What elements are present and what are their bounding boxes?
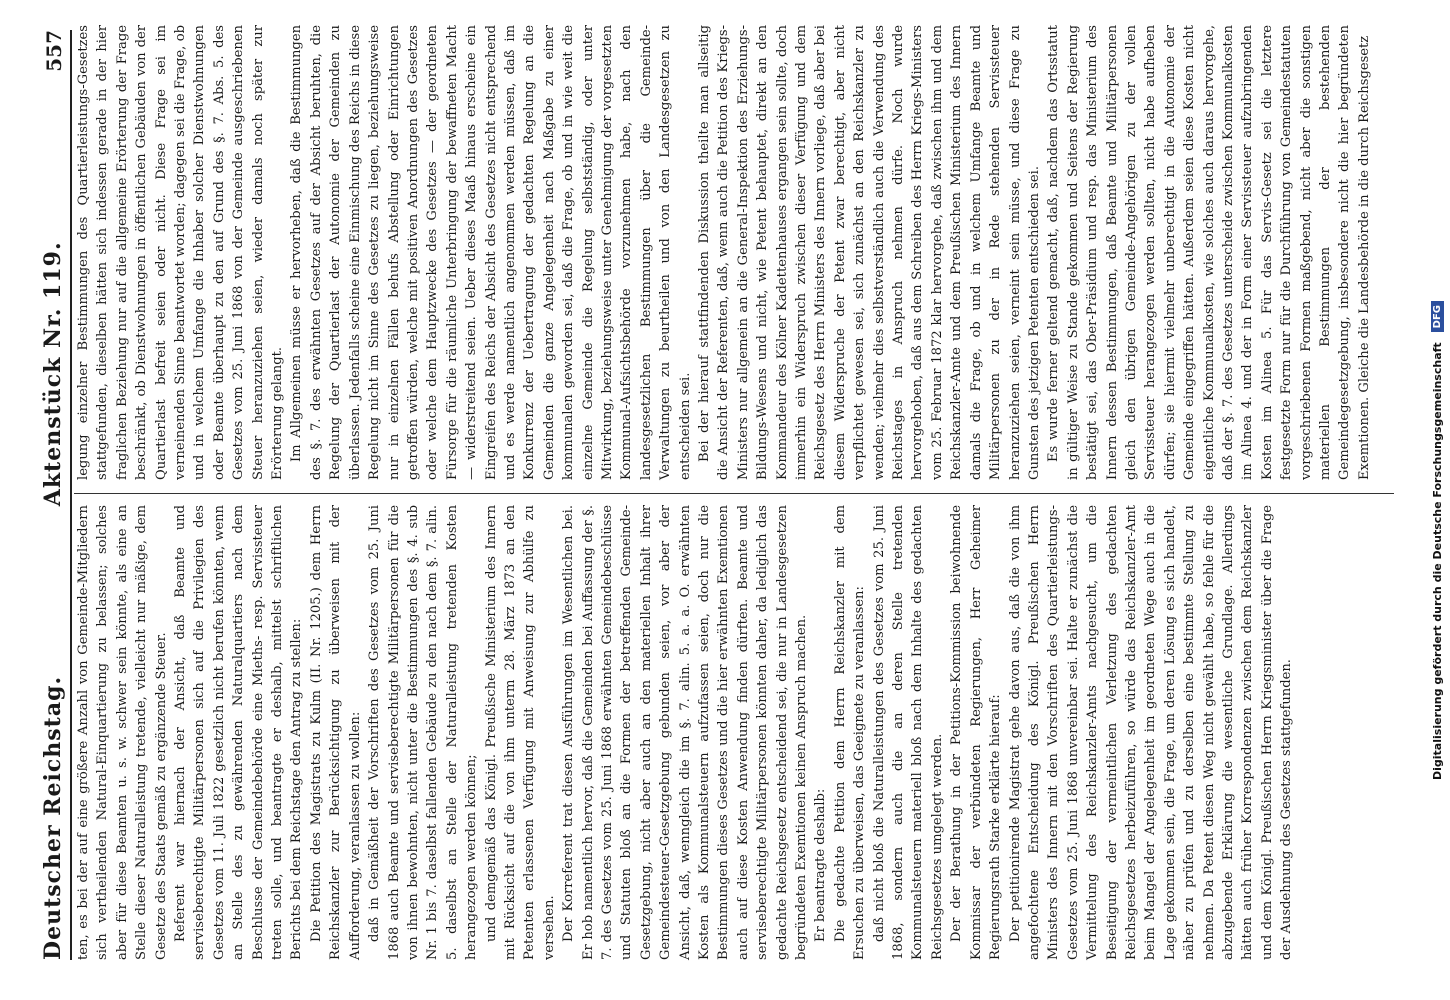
paragraph: Der der Berathung in der Petitions-Kommission beiwohnende Kommissar der verbündeten Regierungen, Herr Geheimer Regierungsrath Starke erklärte hierauf: <box>949 505 1004 960</box>
paragraph: Im Allgemeinen müsse er hervorheben, daß die Bestimmungen des §. 7. des erwähnten Gesetzes auf der Absicht beruhten, die Regelung der Quartierlast der Autonomie der Gemeinden zu überlassen. Jedenfalls scheine eine Einmischung des Reichs in diese Regelung nicht im Sinne des Gesetzes zu liegen, beziehungsweise nur in einzelnen Fällen behufs Abstellung oder Einrichtungen getroffen würden, welche mit positiven Anordnungen des Gesetzes oder welche dem Hauptzwecke des Gesetzes — der geordneten Fürsorge für die räumliche Unterbringung der bewaffneten Macht — widerstreitend seien. Ueber dieses Maaß hinaus erscheine ein Eingreifen des Reichs der Absicht des Gesetzes nicht entsprechend und es werde namentlich angenommen werden müssen, daß im Konkurrenz der Uebertragung der gedachten Regelung an die Gemeinden die ganze Angelegenheit nach Maßgabe zu einer kommunalen geworden sei, daß die Frage, ob und in wie weit die einzelne Gemeinde die Regelung selbstständig, oder unter Mitwirkung, beziehungsweise unter Genehmigung der vorgesetzten Kommunal-Aufsichtsbehörde vorzunehmen habe, nach den landesgesetzlichen Bestimmungen über die Gemeinde-Verwaltungen zu beurtheilen und von den Landesgesetzen zu entscheiden sei. <box>289 25 693 480</box>
page-number: 557 <box>42 30 66 72</box>
paragraph: legung einzelner Bestimmungen des Quartierleistungs-Gesetzes stattgefunden, dieselben hätten sich indessen gerade in der hier fraglichen Beziehung nur auf die allgemeine Erörterung der Frage beschränkt, ob Dienstwohnungen in öffentlichen Gebäuden von der Quartierlast befreit seien oder nicht. Diese Frage sei im verneinenden Sinne beantwortet worden; dagegen sei die Frage, ob und in welchem Umfange die Inhaber solcher Dienstwohnungen oder Beamte überhaupt zu den auf Grund des §. 7. Abs. 5. des Gesetzes vom 25. Juni 1868 von der Gemeinde ausgeschriebenen Steuer heranzuziehen seien, wieder damals noch später zur Erörterung gelangt. <box>76 25 286 480</box>
dfg-logo: DFG <box>1431 301 1444 332</box>
header-title: Deutscher Reichstag. <box>40 675 66 960</box>
page-header <box>30 30 72 960</box>
column-divider <box>74 493 1394 494</box>
paragraph: Die Petition des Magistrats zu Kulm (II. Nr. 1205.) dem Herrn Reichskanzler zur Berücksichtigung zu überweisen mit der Aufforderung, veranlassen zu wollen: <box>308 505 363 960</box>
paragraph: Der Korreferent trat diesen Ausführungen im Wesentlichen bei. Er hob namentlich hervor, daß die Gemeinden bei Auffassung der §. 7. des Gesetzes vom 25. Juni 1868 erwähnten Gemeindebeschlüsse und Statuten bloß an die Formen der betreffenden Gemeinde-Gesetzgebung, nicht aber auch an den materiellen Inhalt ihrer Gemeindesteuer-Gesetzgebung gebunden seien, vor aber der Ansicht, daß, wenngleich die im §. 7. alin. 5. a. a. O. erwähnten Kosten als Kommunalsteuern aufzufassen seien, doch nur die Bestimmungen dieses Gesetzes und die hier erwähnten Exemtionen auch auf diese Kosten Anwendung finden dürften. Beamte und serviseberechtigte Militärpersonen könnten daher, da lediglich das gedachte Reichsgesetz entscheidend sei, die nur in Landesgesetzen begründeten Exemtionen keinen Anspruch machen. <box>561 505 810 960</box>
text-column-right <box>74 25 1394 480</box>
header-document-number: Aktenstück Nr. 119. <box>40 241 66 507</box>
paragraph: Die gedachte Petition dem Herrn Reichskanzler mit dem Ersuchen zu überweisen, das Geeignete zu veranlassen: <box>832 505 868 960</box>
digitization-stamp <box>1404 0 1444 1000</box>
paragraph: daß in Gemäßheit der Vorschriften des Gesetzes vom 25. Juni 1868 auch Beamte und serviseberechtigte Militärpersonen für die von ihnen bewohnten, nicht unter die Bestimmungen des §. 4. sub Nr. 1 bis 7. daselbst fallenden Gebäude zu den nach dem §. 7. alin. 5. daselbst an Stelle der Naturalleistung tretenden Kosten herangezogen werden können; <box>367 505 480 960</box>
paragraph: ten, es bei der auf eine größere Anzahl von Gemeinde-Mitgliedern sich vertheilenden Natural-Einquartierung zu belassen; solches aber für diese Beamten u. s. w. schwer sein könnte, als eine an Stelle dieser Naturalleistung tretende, vielleicht nur mäßige, dem Gesetze des Staats gemäß zu ergänzende Steuer. <box>76 505 169 960</box>
paragraph: Der petitionirende Magistrat gehe davon aus, daß die von ihm angefochtene Entscheidung des Königl. Preußischen Herrn Ministers des Innern mit den Vorschriften des Quartierleistungs-Gesetzes vom 25. Juni 1868 unvereinbar sei. Halte er zunächst die Vermittelung des Reichskanzler-Amts nachgesucht, um die Beseitigung der vermeintlichen Verletzung des gedachten Reichsgesetzes herbeizuführen, so würde das Reichskanzler-Amt beim Mangel der Angelegenheit im geordneten Wege auch in die Lage gekommen sein, die Frage, um deren Lösung es sich handelt, näher zu prüfen und zu derselben eine bestimmte Stellung zu nehmen. Da Petent diesen Weg nicht gewählt habe, so fehle für die abzugebende Erklärung die wesentliche Grundlage. Allerdings hätten auch früher Korrespondenzen zwischen dem Reichskanzler und dem Königl. Preußischen Herrn Kriegsminister über die Frage der Ausdehnung des Gesetzes stattgefunden. <box>1007 505 1295 960</box>
paragraph: Bei der hierauf stattfindenden Diskussion theilte man allseitig die Ansicht der Referenten, daß, wenn auch die Petition des Kriegs-Ministers nur allgemein an die General-Inspektion des Erziehungs-Bildungs-Wesens und nicht, wie Petent behauptet, direkt an den Kommandeur des Kölner Kadettenhauses ergangen sein sollte, doch immerhin ein Widerspruch zwischen dieser Verfügung und dem Reichsgesetz des Herrn Ministers des Innern vorliege, daß aber bei diesem Widerspruche der Petent zwar berechtigt, aber nicht verpflichtet gewesen sei, sich zunächst an den Reichskanzler zu wenden; vielmehr dies selbstverständlich auch die Verwendung des Reichstages in Anspruch nehmen dürfe. Noch wurde hervorgehoben, daß aus dem Schreiben des Herrn Kriegs-Ministers vom 25. Februar 1872 klar hervorgehe, daß zwischen ihm und dem Reichskanzler-Amte und dem Preußischen Ministerium des Innern damals die Frage, ob und in welchem Umfange Beamte und Militärpersonen zu der in Rede stehenden Servissteuer heranzuziehen seien, verneint sein müsse, und diese Frage zu Gunsten des jetzigen Petenten entschieden sei. <box>697 25 1042 480</box>
paragraph: Referent war hiernach der Ansicht, daß Beamte und serviseberechtigte Militärpersonen sich auf die Privilegien des Gesetzes vom 11. Juli 1822 gesetzlich nicht berufen könnten, wenn an Stelle des zu gewährenden Naturalquartiers nach dem Beschlusse der Gemeindebehörde eine Mieths- resp. Servissteuer treten solle, und beantragte er deshalb, mittelst schriftlichen Berichts bei dem Reichstage den Antrag zu stellen: <box>173 505 305 960</box>
text-column-left <box>74 505 1394 960</box>
paragraph: daß nicht bloß die Naturalleistungen des Gesetzes vom 25. Juni 1868, sondern auch die an deren Stelle tretenden Kommunalsteuern materiell bloß nach dem Inhalte des gedachten Reichsgesetzes umgelegt werden. <box>871 505 945 960</box>
paragraph: Es wurde ferner geltend gemacht, daß, nachdem das Ortsstatut in gültiger Weise zu Stande gekommen und Seitens der Regierung bestätigt sei, das Ober-Präsidium und resp. das Ministerium des Innern dessen Bestimmungen, daß Beamte und Militärpersonen gleich den übrigen Gemeinde-Angehörigen zu der vollen Servissteuer herangezogen werden sollten, nicht habe aufheben dürfen; sie hiermit vielmehr unberechtigt in die Autonomie der Gemeinde eingegriffen hätten. Außerdem seien diese Kosten nicht eigentliche Kommunalkosten, wie solches auch daraus hervorgehe, daß der §. 7. des Gesetzes unterscheide zwischen Kommunalkosten im Alinea 4. und der in Form einer Servissteuer aufzubringenden Kosten im Alinea 5. Für das Servis-Gesetz sei die letztere festgesetzte Form nur für die Durchführung von Gemeindestatuten vorgeschriebenen Formen maßgebend, nicht aber die sonstigen materiellen Bestimmungen der bestehenden Gemeindegesetzgebung, insbesondere nicht die hier begründeten Exemtionen. Gleiche die Landesbehörde in die durch Reichsgesetz <box>1046 25 1372 480</box>
paragraph: Er beantragte deshalb: <box>813 788 829 942</box>
paragraph: und demgemäß das Königl. Preußische Ministerium des Innern mit Rücksicht auf die von ihm unterm 28. März 1873 an den Petenten erlassenen Verfügung mit Anweisung zur Abhülfe zu versehen. <box>483 505 557 960</box>
stamp-text: Digitalisierung gefördert durch die Deutsche Forschungsgemeinschaft <box>1430 342 1444 780</box>
